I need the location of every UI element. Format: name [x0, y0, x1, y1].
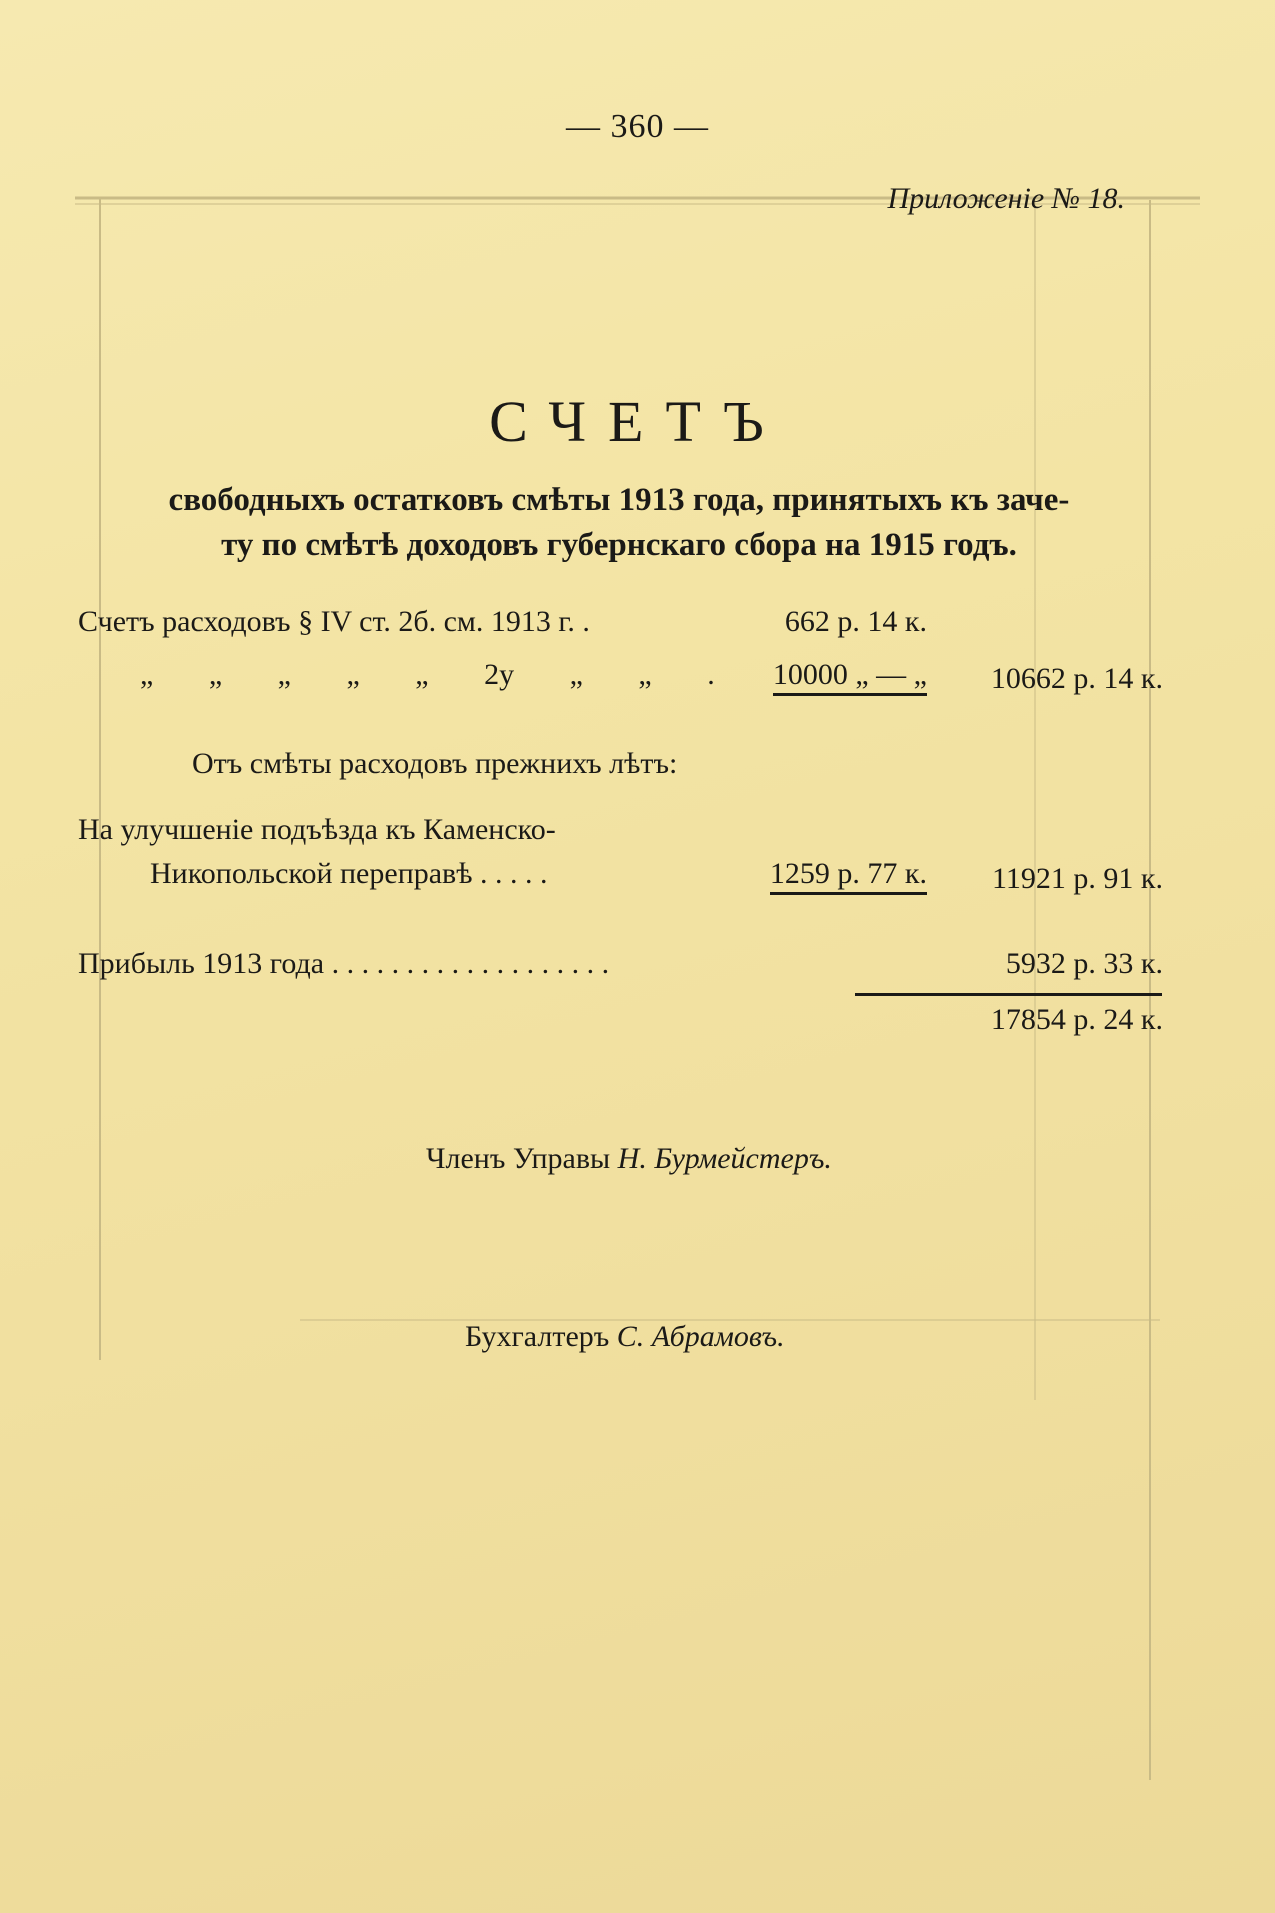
account-subtotal-2: 11921 р. 91 к. [992, 862, 1163, 895]
member-name: Н. Бурмейстеръ. [617, 1142, 832, 1175]
accountant-signature [465, 1320, 785, 1354]
member-signature [426, 1142, 832, 1176]
account-row-ditto-amount-text: 10000 „ — „ [773, 658, 927, 696]
account-row-ditto-label: „ „ „ „ „ 2у „ „ . [140, 658, 715, 691]
subtitle-line-2: ту по смѣтѣ доходовъ губернскаго сбора на 1915 годъ. [221, 527, 1017, 563]
profit-label: Прибыль 1913 года . . . . . . . . . . . . . . . . . . . [78, 947, 610, 980]
document-title: СЧЕТЪ [489, 389, 786, 454]
profit-amount: 5932 р. 33 к. [1005, 947, 1163, 980]
subtitle-line-1: свободныхъ остатковъ смѣты 1913 года, принятыхъ къ заче- [168, 482, 1070, 518]
improvement-amount [770, 857, 927, 891]
member-role: Членъ Управы [426, 1142, 611, 1175]
total-rule [855, 993, 1162, 996]
account-row-ditto-amount [773, 658, 927, 692]
account-row-label: Счетъ расходовъ § IV ст. 2б. см. 1913 г. . [78, 605, 590, 638]
accountant-name: С. Абрамовъ. [616, 1320, 785, 1353]
page-number: — 360 — [566, 108, 709, 145]
account-row-amount: 662 р. 14 к. [784, 605, 927, 638]
appendix-label: Приложеніе № 18. [887, 182, 1125, 215]
account-subtotal-1: 10662 р. 14 к. [990, 662, 1163, 695]
improvement-amount-text: 1259 р. 77 к. [770, 857, 927, 895]
accountant-role: Бухгалтеръ [465, 1320, 610, 1353]
improvement-label-line-2: Никопольской переправѣ . . . . . [150, 857, 548, 890]
previous-years-heading: Отъ смѣты расходовъ прежнихъ лѣтъ: [192, 747, 678, 780]
improvement-label-line-1: На улучшеніе подъѣзда къ Каменско- [78, 813, 556, 846]
document-subtitle [74, 478, 1164, 568]
grand-total: 17854 р. 24 к. [990, 1003, 1163, 1036]
